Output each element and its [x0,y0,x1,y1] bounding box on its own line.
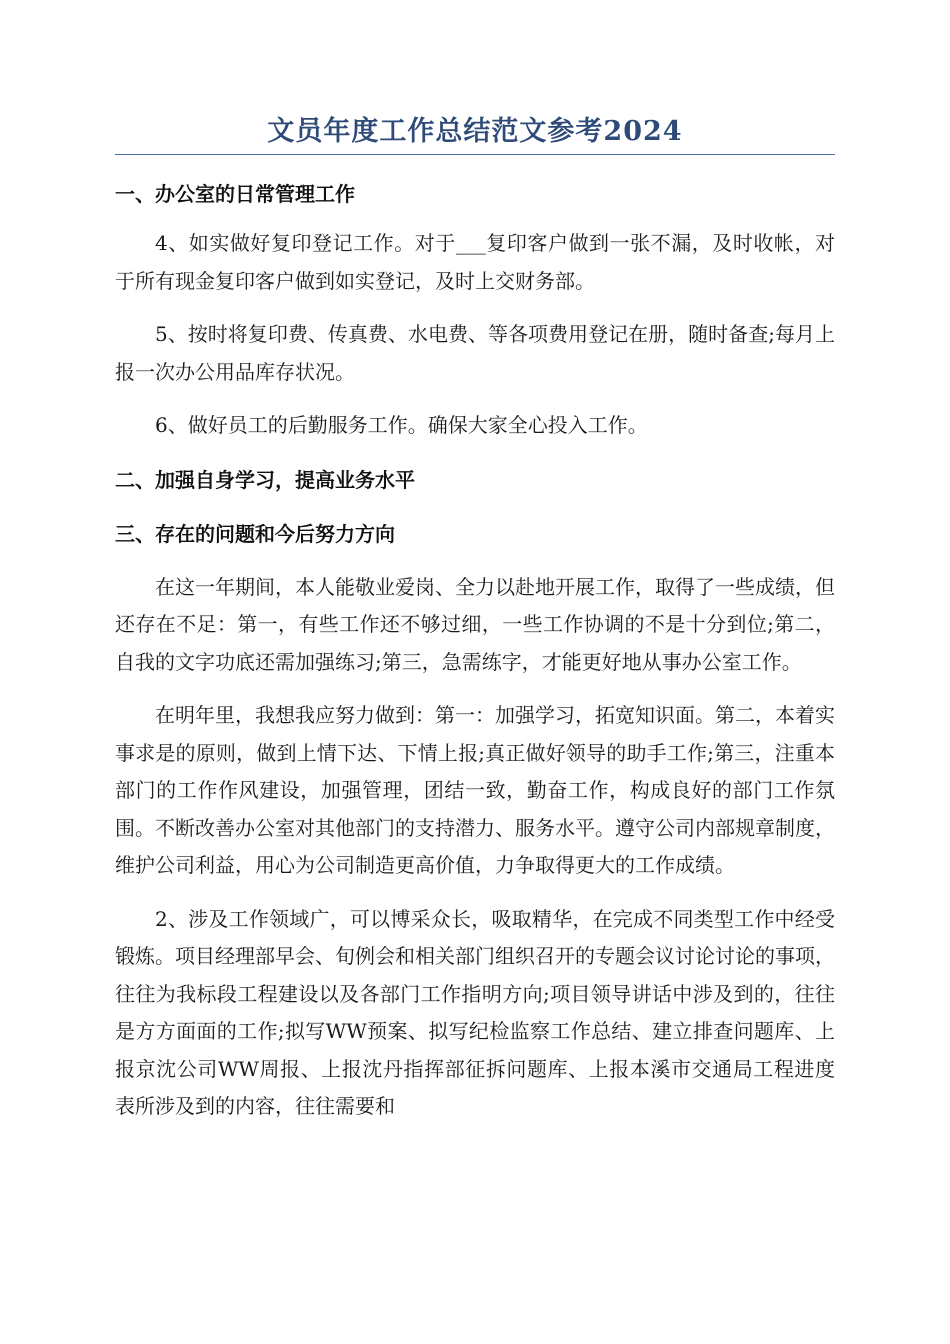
paragraph-item-4: 4、如实做好复印登记工作。对于___复印客户做到一张不漏，及时收帐，对于所有现金复印客户做到如实登记，及时上交财务部。 [115,231,835,293]
paragraph-plans: 在明年里，我想我应努力做到：第一：加强学习，拓宽知识面。第二，本着实事求是的原则，做到上情下达、下情上报;真正做好领导的助手工作;第三，注重本部门的工作作风建设，加强管理，团结一致，勤奋工作，构成良好的部门工作氛围。不断改善办公室对其他部门的支持潜力、服务水平。遵守公司内部规章制度，维护公司利益，用心为公司制造更高价值，力争取得更大的工作成绩。 [115,703,835,877]
section-heading-3: 三、存在的问题和今后努力方向 [115,521,395,546]
section-heading-2: 二、加强自身学习，提高业务水平 [115,467,415,492]
paragraph-item-6: 6、做好员工的后勤服务工作。确保大家全心投入工作。 [155,413,648,437]
paragraph-problems: 在这一年期间，本人能敬业爱岗、全力以赴地开展工作，取得了一些成绩，但还存在不足：第一，有些工作还不够过细，一些工作协调的不是十分到位;第二，自我的文字功底还需加强练习;第三，急需练字，才能更好地从事办公室工作。 [115,574,835,674]
paragraph-work-scope: 2、涉及工作领域广，可以博采众长，吸取精华，在完成不同类型工作中经受锻炼。项目经理部早会、旬例会和相关部门组织召开的专题会议讨论讨论的事项，往往为我标段工程建设以及各部门工作指明方向;项目领导讲话中涉及到的，往往是方方面面的工作;拟写WW预案、拟写纪检监察工作总结、建立排查问题库、上报京沈公司WW周报、上报沈丹指挥部征拆问题库、上报本溪市交通局工程进度表所涉及到的内容，往往需要和 [115,906,835,1118]
document-page [115,112,835,1126]
paragraph-item-5: 5、按时将复印费、传真费、水电费、等各项费用登记在册，随时备查;每月上报一次办公用品库存状况。 [115,322,835,384]
document-title: 文员年度工作总结范文参考2024 [115,112,835,155]
section-heading-1: 一、办公室的日常管理工作 [115,182,355,206]
